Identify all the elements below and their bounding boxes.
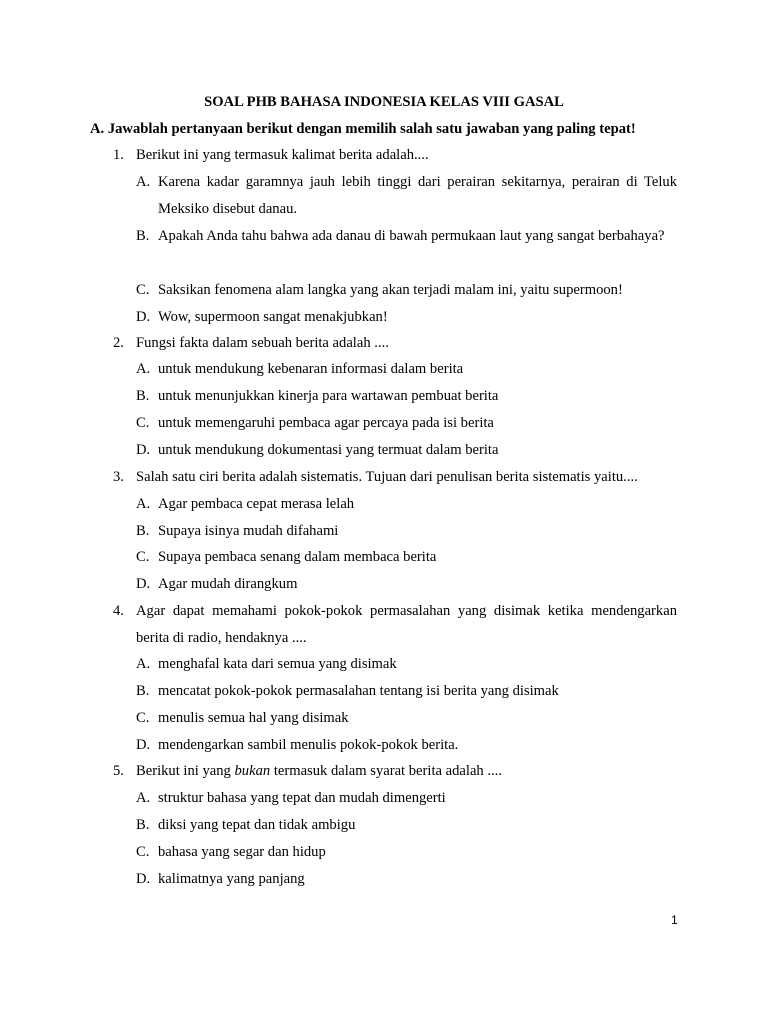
question-text-start: Berikut ini yang: [136, 763, 235, 779]
option-letter: B.: [136, 388, 150, 404]
option-4c: [136, 705, 677, 732]
option-letter: D.: [136, 309, 151, 325]
question-text: Salah satu ciri berita adalah sistematis. Tujuan dari penulisan berita sistematis yaitu....: [136, 469, 638, 485]
document-title: SOAL PHB BAHASA INDONESIA KELAS VIII GASAL: [204, 94, 564, 110]
option-text: Agar mudah dirangkum: [158, 576, 298, 592]
question-number: 4.: [113, 603, 124, 619]
option-text: untuk mendukung kebenaran informasi dalam berita: [158, 361, 464, 377]
option-text: kalimatnya yang panjang: [158, 871, 305, 887]
question-text: Fungsi fakta dalam sebuah berita adalah ....: [136, 335, 389, 351]
option-letter: B.: [136, 228, 150, 244]
option-letter: C.: [136, 844, 150, 860]
option-1c: [136, 277, 677, 304]
option-letter: D.: [136, 737, 151, 753]
option-text: bahasa yang segar dan hidup: [158, 844, 326, 860]
question-text: [136, 758, 677, 785]
option-letter: C.: [136, 415, 150, 431]
option-text: Agar pembaca cepat merasa lelah: [158, 496, 355, 512]
question-2: [113, 330, 677, 357]
option-text: Apakah Anda tahu bahwa ada danau di bawah permukaan laut yang sangat berbahaya?: [158, 228, 665, 244]
option-3b: [136, 518, 677, 545]
question-number: 3.: [113, 469, 124, 485]
option-text: untuk memengaruhi pembaca agar percaya pada isi berita: [158, 415, 494, 431]
question-number: 2.: [113, 335, 124, 351]
option-text: mendengarkan sambil menulis pokok-pokok berita.: [158, 737, 459, 753]
option-1d: [136, 304, 677, 331]
option-3c: [136, 544, 677, 571]
option-text: Wow, supermoon sangat menakjubkan!: [158, 309, 388, 325]
option-3d: [136, 571, 677, 598]
option-4a: [136, 651, 677, 678]
question-number: 5.: [113, 763, 124, 779]
option-letter: A.: [136, 790, 151, 806]
option-text: menulis semua hal yang disimak: [158, 710, 349, 726]
section-heading: A. Jawablah pertanyaan berikut dengan memilih salah satu jawaban yang paling tepat!: [90, 121, 636, 137]
option-4d: [136, 732, 677, 759]
option-letter: B.: [136, 817, 150, 833]
question-1: [113, 142, 677, 169]
option-text: Karena kadar garamnya jauh lebih tinggi dari perairan sekitarnya, perairan di Teluk Meksiko disebut danau.: [158, 174, 677, 217]
option-text: Saksikan fenomena alam langka yang akan terjadi malam ini, yaitu supermoon!: [158, 282, 623, 298]
question-text: Berikut ini yang termasuk kalimat berita adalah....: [136, 147, 429, 163]
option-letter: A.: [136, 496, 151, 512]
option-letter: A.: [136, 361, 151, 377]
option-1b: [136, 223, 677, 250]
page-number: 1: [671, 913, 678, 927]
option-text: untuk menunjukkan kinerja para wartawan pembuat berita: [158, 388, 499, 404]
option-letter: C.: [136, 549, 150, 565]
option-text: diksi yang tepat dan tidak ambigu: [158, 817, 356, 833]
question-text-emphasis: bukan: [234, 763, 271, 779]
option-4b: [136, 678, 677, 705]
question-5: [113, 758, 677, 785]
option-letter: B.: [136, 523, 150, 539]
option-1a: [136, 169, 677, 223]
option-letter: D.: [136, 576, 151, 592]
option-2b: [136, 383, 677, 410]
option-2d: [136, 437, 677, 464]
question-4: [113, 598, 677, 652]
option-letter: A.: [136, 174, 151, 190]
question-text-end: termasuk dalam syarat berita adalah ....: [270, 763, 502, 779]
option-letter: C.: [136, 282, 150, 298]
option-letter: C.: [136, 710, 150, 726]
option-2c: [136, 410, 677, 437]
option-letter: B.: [136, 683, 150, 699]
option-3a: [136, 491, 677, 518]
option-5b: [136, 812, 677, 839]
option-letter: A.: [136, 656, 151, 672]
option-letter: D.: [136, 442, 151, 458]
option-5c: [136, 839, 677, 866]
option-text: struktur bahasa yang tepat dan mudah dimengerti: [158, 790, 446, 806]
option-text: Supaya isinya mudah difahami: [158, 523, 339, 539]
option-text: Supaya pembaca senang dalam membaca berita: [158, 549, 437, 565]
option-text: untuk mendukung dokumentasi yang termuat dalam berita: [158, 442, 499, 458]
option-2a: [136, 356, 677, 383]
option-letter: D.: [136, 871, 151, 887]
question-number: 1.: [113, 147, 124, 163]
option-text: mencatat pokok-pokok permasalahan tentang isi berita yang disimak: [158, 683, 559, 699]
question-3: [113, 464, 677, 491]
option-text: menghafal kata dari semua yang disimak: [158, 656, 397, 672]
option-5a: [136, 785, 677, 812]
option-5d: [136, 866, 677, 893]
question-text: Agar dapat memahami pokok-pokok permasalahan yang disimak ketika mendengarkan berita di radio, hendaknya ....: [136, 603, 677, 646]
